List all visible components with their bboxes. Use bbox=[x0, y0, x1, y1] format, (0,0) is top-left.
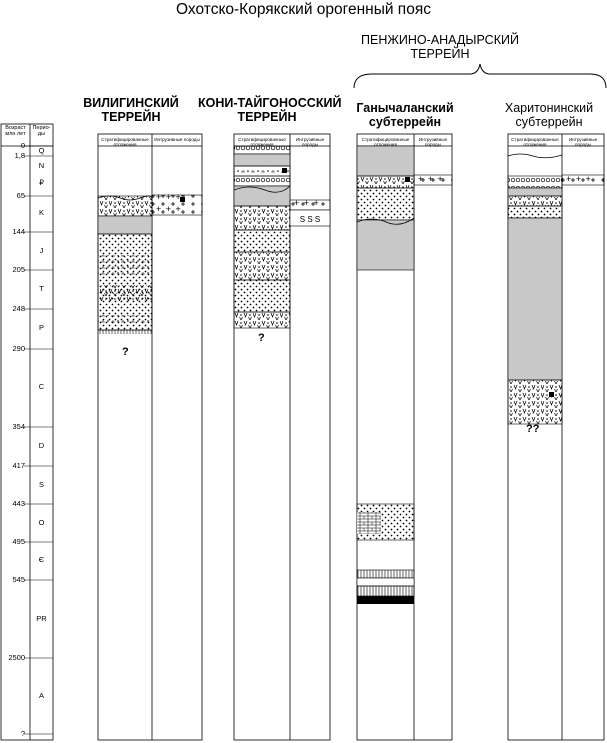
gan-header-line1: Ганычаланский bbox=[356, 101, 454, 115]
kt-header-line2: ТЕРРЕЙН bbox=[237, 110, 297, 124]
vil-siltstone-b bbox=[98, 315, 152, 325]
age-label: 354 bbox=[12, 422, 25, 431]
age-label: 1,8 bbox=[14, 151, 25, 160]
kt-conglom-b bbox=[234, 176, 290, 186]
kt-strat-head: Стратифицированные отложения bbox=[238, 137, 286, 147]
har-volc-a bbox=[508, 196, 562, 206]
period-label: N bbox=[38, 161, 45, 170]
age-label: 2500 bbox=[8, 653, 25, 662]
vil-base-band bbox=[98, 330, 152, 334]
period-label: T bbox=[39, 284, 44, 293]
kt-column bbox=[234, 134, 330, 740]
age-label: 290 bbox=[12, 344, 25, 353]
scale-age-header: Возраст млн лет bbox=[5, 125, 26, 137]
gan-column bbox=[357, 134, 452, 740]
vil-siltstone-a bbox=[98, 255, 152, 275]
vil-volcanics bbox=[98, 196, 152, 216]
gan-sand bbox=[357, 188, 414, 220]
kt-ore-marker bbox=[282, 168, 287, 173]
period-label: PR bbox=[36, 614, 47, 623]
kt-sand-b bbox=[234, 280, 290, 312]
kt-question: ? bbox=[258, 332, 265, 344]
diagram-title: Охотско-Корякский орогенный пояс bbox=[176, 1, 431, 18]
period-label: A bbox=[38, 691, 44, 700]
gan-black-band bbox=[357, 596, 414, 604]
har-plus: + + + bbox=[566, 174, 592, 184]
period-label: S bbox=[38, 480, 44, 489]
gan-plus: + + + bbox=[418, 174, 444, 184]
pa-bracket bbox=[354, 64, 606, 88]
kt-silt-a bbox=[234, 166, 290, 176]
har-wave-a bbox=[508, 154, 562, 158]
har-column bbox=[508, 134, 604, 740]
period-label: ₽ bbox=[39, 178, 44, 187]
kt-conglom-a bbox=[234, 146, 290, 154]
age-label: 443 bbox=[12, 499, 25, 508]
kt-sand-a bbox=[234, 230, 290, 252]
age-label: 65 bbox=[16, 191, 25, 200]
period-label: C bbox=[38, 382, 45, 391]
pa-header-line1: ПЕНЖИНО-АНАДЫРСКИЙ bbox=[361, 33, 519, 47]
period-label: P bbox=[38, 323, 44, 332]
vil-question: ? bbox=[122, 346, 129, 358]
gan-limestone bbox=[357, 512, 381, 534]
age-label: 144 bbox=[12, 227, 25, 236]
period-label: J bbox=[39, 246, 44, 255]
pa-header-line2: ТЕРРЕЙН bbox=[410, 47, 470, 61]
vil-plus-a: + + + bbox=[156, 192, 182, 202]
period-label: O bbox=[38, 518, 45, 527]
kt-volc-b bbox=[234, 252, 290, 280]
gan-intr-head: Интрузивные породы bbox=[418, 137, 448, 147]
age-label: 0 bbox=[20, 141, 25, 150]
vil-column bbox=[98, 134, 202, 740]
age-label: 417 bbox=[12, 461, 25, 470]
scale-period-header: Перио-ды bbox=[32, 125, 51, 137]
age-label: 545 bbox=[12, 575, 25, 584]
har-gap-a bbox=[508, 188, 562, 196]
har-sand-a bbox=[508, 206, 562, 218]
kt-volc-a bbox=[234, 206, 290, 230]
period-label: Q bbox=[38, 146, 45, 155]
gan-header-line2: субтеррейн bbox=[368, 115, 442, 129]
kt-plus: + + + bbox=[294, 198, 320, 208]
vil-plus-b: + + + bbox=[156, 204, 182, 214]
vil-volc-b bbox=[98, 285, 152, 301]
vil-header-line1: ВИЛИГИНСКИЙ bbox=[83, 96, 179, 110]
period-label: Є bbox=[38, 555, 45, 564]
period-label: D bbox=[38, 441, 45, 450]
gan-layer bbox=[357, 578, 414, 586]
kt-volc-c bbox=[234, 312, 290, 328]
vil-intr-head: Интрузивные породы bbox=[154, 137, 200, 142]
har-volc-b bbox=[508, 380, 562, 424]
vil-header-line2: ТЕРРЕЙН bbox=[101, 110, 161, 124]
scale-ticks bbox=[24, 146, 53, 734]
har-header-line1: Харитонинский bbox=[504, 101, 594, 115]
age-label: 205 bbox=[12, 265, 25, 274]
kt-gap-a bbox=[234, 154, 290, 166]
har-header-line2: субтеррейн bbox=[515, 115, 583, 129]
kt-header-line1: КОНИ-ТАЙГОНОССКИЙ bbox=[198, 96, 342, 110]
kt-intr-head: Интрузивные породы bbox=[295, 137, 325, 147]
period-label: K bbox=[38, 208, 44, 217]
har-gap-b bbox=[508, 218, 562, 380]
har-strat-head: Стратифицированные отложения bbox=[511, 137, 559, 147]
age-label: 248 bbox=[12, 304, 25, 313]
gan-gap-a bbox=[357, 146, 414, 176]
gan-gap-b bbox=[357, 220, 414, 270]
har-intr-head: Интрузивные породы bbox=[568, 137, 598, 147]
age-label: ? bbox=[20, 729, 25, 738]
har-conglom bbox=[508, 176, 562, 188]
age-label: 495 bbox=[12, 537, 25, 546]
gan-vert-band bbox=[357, 570, 414, 578]
vil-gap bbox=[98, 216, 152, 234]
vil-strat-head: Стратифицированные отложения bbox=[101, 137, 149, 147]
gan-vert-band-b bbox=[357, 586, 414, 596]
gan-strat-head: Стратифицированные отложения bbox=[361, 137, 410, 147]
kt-s-symbols: S S S bbox=[299, 215, 321, 224]
gan-ore-marker bbox=[405, 177, 410, 182]
har-ore-marker bbox=[549, 392, 554, 397]
har-question: ?? bbox=[526, 423, 540, 435]
